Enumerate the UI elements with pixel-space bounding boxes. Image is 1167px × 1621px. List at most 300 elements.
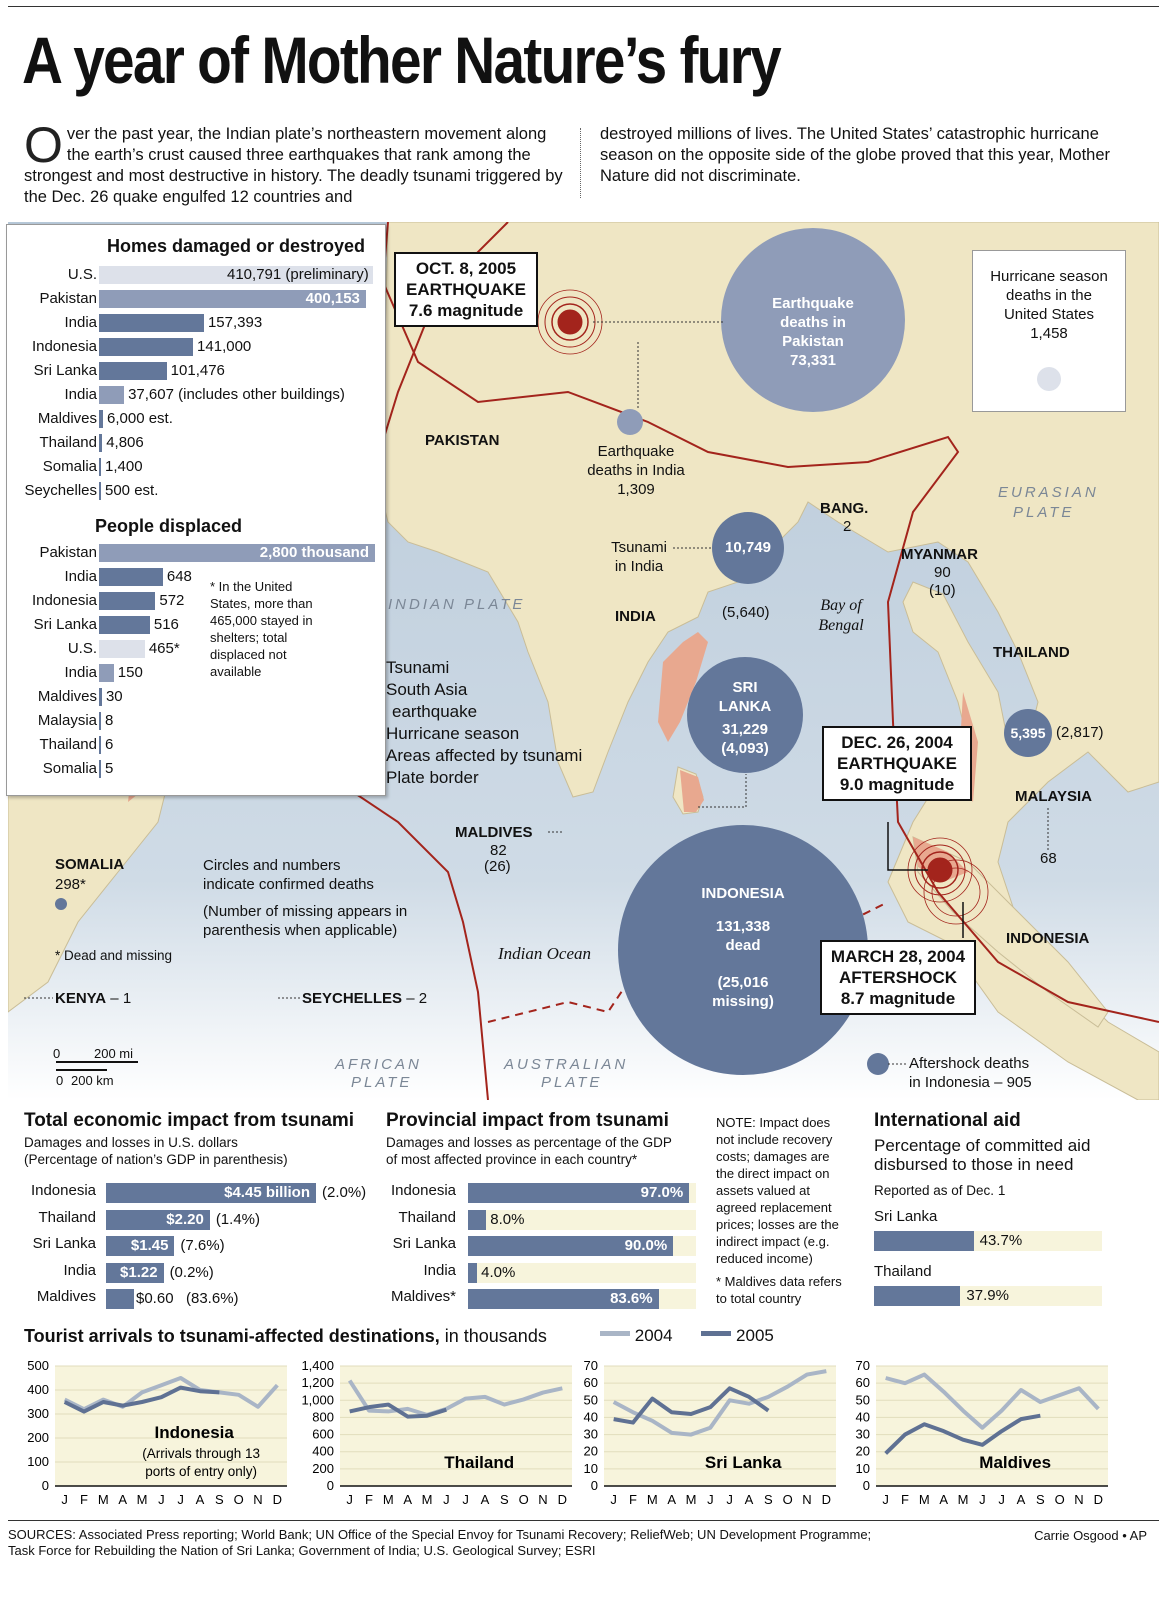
thailand-deaths-missing: (2,817): [1056, 724, 1104, 741]
displaced-value: 516: [153, 616, 179, 633]
displaced-value: 8: [105, 712, 114, 729]
chart-x-tick-label: M: [957, 1492, 969, 1507]
chart-y-tick-label: 70: [855, 1358, 870, 1373]
homes-row: [7, 407, 385, 431]
srilanka-line: LANKA: [718, 698, 772, 715]
chart-x-tick-label: F: [365, 1492, 373, 1507]
label-somalia: SOMALIA: [55, 856, 125, 873]
chart-x-tick-label: M: [918, 1492, 930, 1507]
legend-tsunami: [360, 658, 582, 680]
epicenter-oct-dot: [558, 310, 582, 334]
aid-sub-line: Percentage of committed aid: [874, 1136, 1091, 1155]
label-maldives: MALDIVES: [455, 824, 533, 841]
aid-row: [874, 1285, 1102, 1307]
dropcap: O: [24, 117, 63, 173]
homes-value: 37,607 (includes other buildings): [128, 386, 345, 403]
homes-value: 4,806: [106, 434, 144, 451]
label-malaysia-deaths: 68: [1040, 850, 1057, 867]
chart-title: Sri Lanka: [704, 1453, 782, 1472]
economic-sub: [24, 1134, 288, 1168]
chart-x-tick-label: A: [1016, 1492, 1026, 1507]
aid-reported: Reported as of Dec. 1: [874, 1183, 1006, 1198]
chart-x-tick-label: J: [979, 1492, 986, 1507]
chart-y-tick-label: 20: [583, 1443, 598, 1459]
displaced-row: [7, 685, 385, 709]
explain-line: parenthesis when applicable): [203, 922, 398, 939]
label-malaysia: MALAYSIA: [1015, 788, 1092, 805]
chart-y-tick-label: 40: [583, 1409, 598, 1425]
homes-row: [7, 383, 385, 407]
homes-row: [7, 455, 385, 479]
label-myanmar-missing: (10): [929, 582, 956, 599]
homes-label: Somalia: [42, 458, 97, 475]
homes-row: [7, 431, 385, 455]
chart-y-tick-label: 400: [312, 1443, 334, 1459]
callout-line: DEC. 26, 2004: [841, 733, 953, 752]
displaced-row: [7, 709, 385, 733]
label-maldives-deaths: 82: [490, 842, 507, 859]
label-pakistan: PAKISTAN: [425, 432, 500, 449]
pakistan-deaths-value: 73,331: [790, 352, 836, 369]
pakistan-deaths-line: Pakistan: [782, 333, 844, 350]
intro-divider: [580, 128, 581, 198]
provincial-label: Maldives*: [390, 1288, 456, 1305]
displaced-bar: [99, 616, 150, 634]
displaced-label: Thailand: [39, 736, 97, 753]
indonesia-missing: missing): [712, 993, 774, 1010]
chart-x-tick-label: A: [118, 1492, 128, 1507]
legend-label: Areas affected by tsunami: [386, 746, 583, 765]
displaced-row: [7, 541, 385, 565]
callout-line: EARTHQUAKE: [406, 280, 526, 299]
aid-sub-line: disbursed to those in need: [874, 1155, 1074, 1174]
homes-label: Sri Lanka: [33, 362, 97, 379]
displaced-bar: [99, 712, 101, 730]
homes-bar: [99, 458, 101, 476]
chart-x-tick-label: D: [272, 1492, 283, 1507]
homes-row: [7, 479, 385, 503]
displaced-value: 465*: [148, 640, 180, 657]
explain-line: indicate confirmed deaths: [203, 876, 374, 893]
chart-x-tick-label: N: [538, 1492, 548, 1507]
homes-bar: [99, 482, 101, 500]
economic-sub-line: Damages and losses in U.S. dollars: [24, 1135, 238, 1150]
legend-label: earthquake: [392, 702, 478, 721]
displaced-label: India: [64, 568, 97, 585]
chart-x-tick-label: A: [403, 1492, 413, 1507]
callout-line: OCT. 8, 2005: [415, 259, 517, 278]
indonesia-missing: (25,016: [717, 974, 769, 991]
displaced-value: 6: [105, 736, 114, 753]
chart-y-tick-label: 100: [27, 1454, 49, 1469]
economic-sub-line: (Percentage of nation’s GDP in parenthesis): [24, 1152, 288, 1167]
chart-title: Maldives: [979, 1453, 1052, 1472]
aid-label: Sri Lanka: [874, 1208, 938, 1225]
aftershock-deaths-text: [909, 1054, 1032, 1092]
chart-y-tick-label: 1,200: [301, 1375, 334, 1391]
displaced-value: 150: [117, 664, 143, 681]
explain-line: Circles and numbers: [203, 857, 341, 874]
srilanka-deaths-text: [687, 678, 803, 758]
economic-value: $1.45: [130, 1237, 169, 1254]
label-african-plate-1: AFRICAN: [335, 1056, 422, 1073]
economic-row: [24, 1209, 374, 1231]
economic-pct: (83.6%): [186, 1290, 239, 1307]
circle-india-eq-deaths: [617, 409, 643, 435]
intro-right-text: destroyed millions of lives. The United States’ catastrophic hurricane season on the opposite side of the globe proved that this year, Mother Nature did not discriminate.: [600, 125, 1111, 185]
callout-dec-2004: [822, 726, 972, 801]
footer-sources: [8, 1520, 1159, 1559]
chart-x-tick-label: F: [629, 1492, 637, 1507]
circle-hurricane-deaths: [1037, 367, 1061, 391]
homes-value: 101,476: [170, 362, 225, 379]
provincial-title: Provincial impact from tsunami: [386, 1110, 669, 1131]
legend-2005-line: [701, 1331, 731, 1336]
chart-y-tick-label: 60: [855, 1375, 870, 1391]
srilanka-value: 31,229: [722, 721, 768, 738]
provincial-label: Sri Lanka: [392, 1235, 456, 1252]
chart-x-tick-label: J: [346, 1492, 353, 1507]
label-somalia-note: * Dead and missing: [55, 948, 173, 963]
provincial-value: 90.0%: [624, 1237, 668, 1254]
displaced-bar: [99, 592, 155, 610]
provincial-label: India: [423, 1261, 456, 1279]
provincial-row: [386, 1209, 698, 1231]
economic-row: [24, 1288, 374, 1310]
displaced-row: [7, 733, 385, 757]
provincial-value: 4.0%: [481, 1263, 516, 1281]
india-tsunami-missing: (5,640): [722, 604, 770, 621]
chart-x-tick-label: M: [685, 1492, 697, 1507]
chart-x-tick-label: A: [480, 1492, 490, 1507]
chart-x-tick-label: S: [214, 1492, 224, 1507]
legend-2005-label: 2005: [736, 1326, 774, 1345]
displaced-value: 2,800 thousand: [259, 544, 369, 561]
chart-x-tick-label: O: [1054, 1492, 1065, 1507]
legend-2004-label: 2004: [634, 1326, 673, 1345]
economic-label: Indonesia: [30, 1182, 96, 1199]
label-bang: BANG.: [820, 500, 869, 517]
chart-x-tick-label: J: [998, 1492, 1005, 1507]
homes-label: Seychelles: [24, 482, 97, 499]
label-seychelles-name: SEYCHELLES: [302, 990, 403, 1007]
chart-x-tick-label: N: [802, 1492, 812, 1507]
intro-left: [24, 117, 564, 208]
homes-label: Maldives: [37, 410, 97, 427]
label-african-plate-2: PLATE: [351, 1074, 413, 1091]
tourist-chart-thailand: [301, 1358, 572, 1507]
chart-y-tick-label: 0: [862, 1478, 870, 1493]
scale-mi: 200 mi: [94, 1046, 134, 1061]
aid-value: 43.7%: [979, 1232, 1023, 1249]
label-somalia-deaths: 298*: [55, 876, 86, 893]
label-indian-ocean: Indian Ocean: [498, 944, 592, 963]
india-eq-line: deaths in India: [587, 462, 685, 479]
economic-label: India: [63, 1261, 96, 1279]
displaced-value: 30: [105, 688, 123, 705]
chart-y-tick-label: 200: [312, 1460, 334, 1476]
chart-x-tick-label: J: [158, 1492, 165, 1507]
chart-y-tick-label: 1,000: [301, 1392, 334, 1408]
homes-bar: [99, 362, 167, 380]
economic-label: Sri Lanka: [32, 1235, 96, 1252]
impact-note: [716, 1114, 848, 1307]
label-maldives-missing: (26): [484, 858, 511, 875]
legend-label: Tsunami: [386, 658, 450, 677]
thailand-deaths-value: 5,395: [1010, 725, 1046, 741]
aid-row: [874, 1230, 1102, 1252]
intro-left-text: ver the past year, the Indian plate’s northeastern movement along the earth’s crust caused three earthquakes that rank among the strongest and most destructive in history. The deadly tsunami triggered by the Dec. 26 quake engulfed 12 countries and: [24, 125, 563, 206]
chart-x-tick-label: S: [763, 1492, 773, 1507]
displaced-label: Pakistan: [39, 544, 97, 561]
economic-row: [24, 1182, 374, 1204]
provincial-row: [386, 1288, 698, 1310]
callout-line: 7.6 magnitude: [408, 301, 524, 320]
chart-title: Indonesia: [154, 1423, 234, 1442]
chart-x-tick-label: J: [462, 1492, 469, 1507]
provincial-value: 8.0%: [490, 1210, 525, 1228]
chart-note: (Arrivals through 13: [142, 1446, 261, 1461]
homes-displaced-panel: [6, 224, 386, 796]
provincial-label: Indonesia: [390, 1182, 456, 1199]
map-legend: [360, 658, 582, 790]
chart-x-tick-label: J: [61, 1492, 68, 1507]
chart-y-tick-label: 50: [855, 1392, 870, 1408]
chart-x-tick-label: J: [707, 1492, 714, 1507]
displaced-bar: [99, 568, 163, 586]
aid-value: 37.9%: [966, 1287, 1009, 1304]
chart-x-tick-label: J: [610, 1492, 617, 1507]
chart-y-tick-label: 800: [312, 1409, 334, 1425]
homes-value: 500 est.: [105, 482, 159, 499]
legend-2004-line: [600, 1331, 630, 1336]
homes-bar: [99, 410, 103, 428]
aid-label: Thailand: [874, 1263, 932, 1280]
tourist-chart-maldives: [856, 1358, 1108, 1507]
sources-line: Task Force for Rebuilding the Nation of Sri Lanka; Government of India; U.S. Geological Survey; ESRI: [8, 1543, 596, 1558]
economic-value: $0.60: [136, 1290, 174, 1307]
aftershock-line: Aftershock deaths: [909, 1055, 1030, 1072]
circles-explain: [203, 856, 407, 940]
aftershock-line: in Indonesia – 905: [909, 1074, 1032, 1091]
chart-y-tick-label: 0: [41, 1478, 49, 1493]
chart-x-tick-label: A: [195, 1492, 205, 1507]
chart-y-tick-label: 60: [583, 1375, 598, 1391]
callout-oct-2005: [394, 252, 538, 327]
chart-y-tick-label: 10: [855, 1460, 870, 1476]
legend-tsunami-area: [360, 746, 582, 768]
sources-line: SOURCES: Associated Press reporting; World Bank; UN Office of the Special Envoy for Tsunami Recovery; ReliefWeb; UN Development Programme;: [8, 1527, 872, 1542]
label-eurasian-plate-1: EURASIAN: [998, 484, 1099, 501]
displaced-bar: [99, 640, 145, 658]
callout-mar-2004: [820, 940, 976, 1015]
chart-y-tick-label: 0: [590, 1478, 598, 1493]
india-eq-value: 1,309: [617, 481, 655, 498]
chart-y-tick-label: 400: [27, 1382, 49, 1397]
scale-km: 200 km: [71, 1073, 114, 1088]
homes-value: 6,000 est.: [107, 410, 173, 427]
scale-mi-0: 0: [53, 1046, 61, 1061]
provincial-row: [386, 1182, 698, 1204]
homes-bar: [99, 434, 102, 452]
chart-y-tick-label: 30: [583, 1426, 598, 1442]
displaced-label: Maldives: [37, 688, 97, 705]
india-tsunami-label: [604, 538, 674, 576]
homes-label: Indonesia: [31, 338, 97, 355]
displaced-value: 572: [159, 592, 185, 609]
label-kenya: [55, 990, 131, 1007]
legend-plate-border: [360, 768, 582, 790]
label-seychelles-deaths: – 2: [402, 990, 428, 1007]
label-seychelles: [302, 990, 427, 1007]
india-tsunami-value: 10,749: [725, 539, 771, 556]
tourist-title-rest: in thousands: [439, 1326, 547, 1346]
indonesia-value: 131,338: [715, 918, 771, 935]
chart-x-tick-label: A: [744, 1492, 754, 1507]
callout-line: AFTERSHOCK: [838, 968, 958, 987]
provincial-sub: [386, 1134, 672, 1168]
label-australian-plate-1: AUSTRALIAN: [504, 1056, 629, 1073]
hurricane-box: [972, 250, 1126, 412]
aid-bar: [874, 1231, 974, 1251]
callout-line: MARCH 28, 2004: [830, 947, 966, 966]
chart-x-tick-label: F: [80, 1492, 88, 1507]
aid-sub: [874, 1136, 1090, 1174]
displaced-bar: [99, 664, 114, 682]
homes-value: 1,400: [105, 458, 143, 475]
homes-row: [7, 335, 385, 359]
chart-x-tick-label: A: [939, 1492, 949, 1507]
chart-x-tick-label: O: [233, 1492, 244, 1507]
homes-bar: [99, 338, 193, 356]
legend-hurricane: [360, 724, 582, 746]
indonesia-line: INDONESIA: [701, 885, 785, 902]
provincial-bar: [468, 1210, 486, 1230]
hurricane-line: deaths in the: [1006, 287, 1092, 304]
label-bay-of-bengal: Bay of Bengal: [818, 597, 864, 634]
economic-row: [24, 1262, 374, 1284]
legend-label: Hurricane season: [386, 724, 520, 743]
label-myanmar: MYANMAR: [901, 546, 978, 563]
homes-title: Homes damaged or destroyed: [106, 236, 366, 256]
legend-label: Plate border: [386, 768, 479, 787]
tourist-legend: [600, 1326, 774, 1346]
displaced-label: U.S.: [67, 640, 97, 657]
legend-earthquake: [360, 680, 582, 702]
chart-y-tick-label: 500: [27, 1358, 49, 1373]
economic-value: $4.45 billion: [224, 1184, 310, 1201]
chart-title: Thailand: [444, 1453, 515, 1472]
displaced-bar: [99, 736, 101, 754]
chart-y-tick-label: 30: [855, 1426, 870, 1442]
economic-bar: [106, 1289, 134, 1309]
chart-y-tick-label: 200: [27, 1430, 49, 1445]
economic-pct: (0.2%): [169, 1263, 214, 1281]
tourist-title-bold: Tourist arrivals to tsunami-affected destinations,: [24, 1326, 440, 1346]
tourist-title: [24, 1326, 547, 1347]
chart-x-tick-label: J: [177, 1492, 184, 1507]
economic-pct: (2.0%): [322, 1184, 367, 1201]
india-ts-line: in India: [614, 558, 664, 575]
tourist-chart-indonesia: [27, 1358, 287, 1507]
chart-x-tick-label: A: [667, 1492, 677, 1507]
homes-label: India: [64, 386, 97, 403]
homes-label: Thailand: [39, 434, 97, 451]
label-indian-plate: INDIAN PLATE: [388, 596, 526, 613]
chart-x-tick-label: M: [421, 1492, 433, 1507]
provincial-value: 97.0%: [640, 1184, 684, 1201]
hurricane-line: Hurricane season: [990, 268, 1108, 285]
displaced-title: People displaced: [95, 516, 243, 536]
hurricane-value: 1,458: [1030, 325, 1068, 342]
chart-x-tick-label: S: [499, 1492, 509, 1507]
tourist-charts: [0, 1352, 1167, 1522]
circle-somalia-deaths: [55, 898, 67, 910]
homes-value: 157,393: [207, 314, 263, 331]
chart-x-tick-label: O: [782, 1492, 793, 1507]
chart-x-tick-label: M: [97, 1492, 109, 1507]
scale-km-0: 0: [56, 1073, 64, 1088]
provincial-sub-line: of most affected province in each country*: [386, 1152, 638, 1167]
pakistan-deaths-line: deaths in: [780, 314, 846, 331]
label-kenya-name: KENYA: [55, 990, 107, 1007]
homes-value: 141,000: [197, 338, 252, 355]
pakistan-deaths-line: Earthquake: [772, 295, 854, 312]
provincial-label: Thailand: [398, 1208, 456, 1226]
chart-x-tick-label: D: [1093, 1492, 1104, 1507]
callout-line: 8.7 magnitude: [840, 989, 956, 1008]
chart-y-tick-label: 300: [27, 1406, 49, 1421]
hurricane-line: United States: [1003, 306, 1095, 323]
displaced-row: [7, 757, 385, 781]
homes-row: [7, 263, 385, 287]
chart-x-tick-label: D: [821, 1492, 832, 1507]
pakistan-deaths-text: [728, 294, 898, 370]
chart-x-tick-label: M: [136, 1492, 148, 1507]
homes-value: 400,153: [305, 290, 360, 307]
chart-y-tick-label: 50: [583, 1392, 598, 1408]
srilanka-missing: (4,093): [721, 740, 769, 757]
chart-x-tick-label: M: [646, 1492, 658, 1507]
provincial-row: [386, 1235, 698, 1257]
displaced-bar: [99, 760, 101, 778]
label-eurasian-plate-2: PLATE: [1013, 504, 1075, 521]
chart-x-tick-label: F: [901, 1492, 909, 1507]
displaced-value: 648: [166, 568, 192, 585]
label-myanmar-deaths: 90: [934, 564, 951, 581]
homes-label: U.S.: [67, 266, 97, 283]
economic-title: Total economic impact from tsunami: [24, 1110, 355, 1131]
label-bang-deaths: 2: [843, 518, 852, 535]
chart-x-tick-label: O: [518, 1492, 529, 1507]
displaced-label: Sri Lanka: [33, 616, 97, 633]
page-title: A year of Mother Nature’s fury: [22, 23, 780, 97]
economic-row: [24, 1235, 374, 1257]
chart-y-tick-label: 0: [326, 1478, 334, 1493]
homes-bar: [99, 386, 124, 404]
homes-row: [7, 311, 385, 335]
label-indonesia-country: INDONESIA: [1006, 930, 1090, 947]
chart-x-tick-label: N: [1074, 1492, 1084, 1507]
circle-aftershock-deaths: [867, 1053, 889, 1075]
impact-note-footnote: * Maldives data refers to total country: [716, 1274, 842, 1306]
displaced-note: * In the United States, more than 465,000 stayed in shelters; total displaced not available: [210, 579, 313, 679]
chart-y-tick-label: 600: [312, 1426, 334, 1442]
india-eq-deaths-text: [576, 442, 696, 499]
label-india: INDIA: [615, 608, 656, 625]
displaced-label: Indonesia: [31, 592, 97, 609]
chart-x-tick-label: J: [882, 1492, 889, 1507]
